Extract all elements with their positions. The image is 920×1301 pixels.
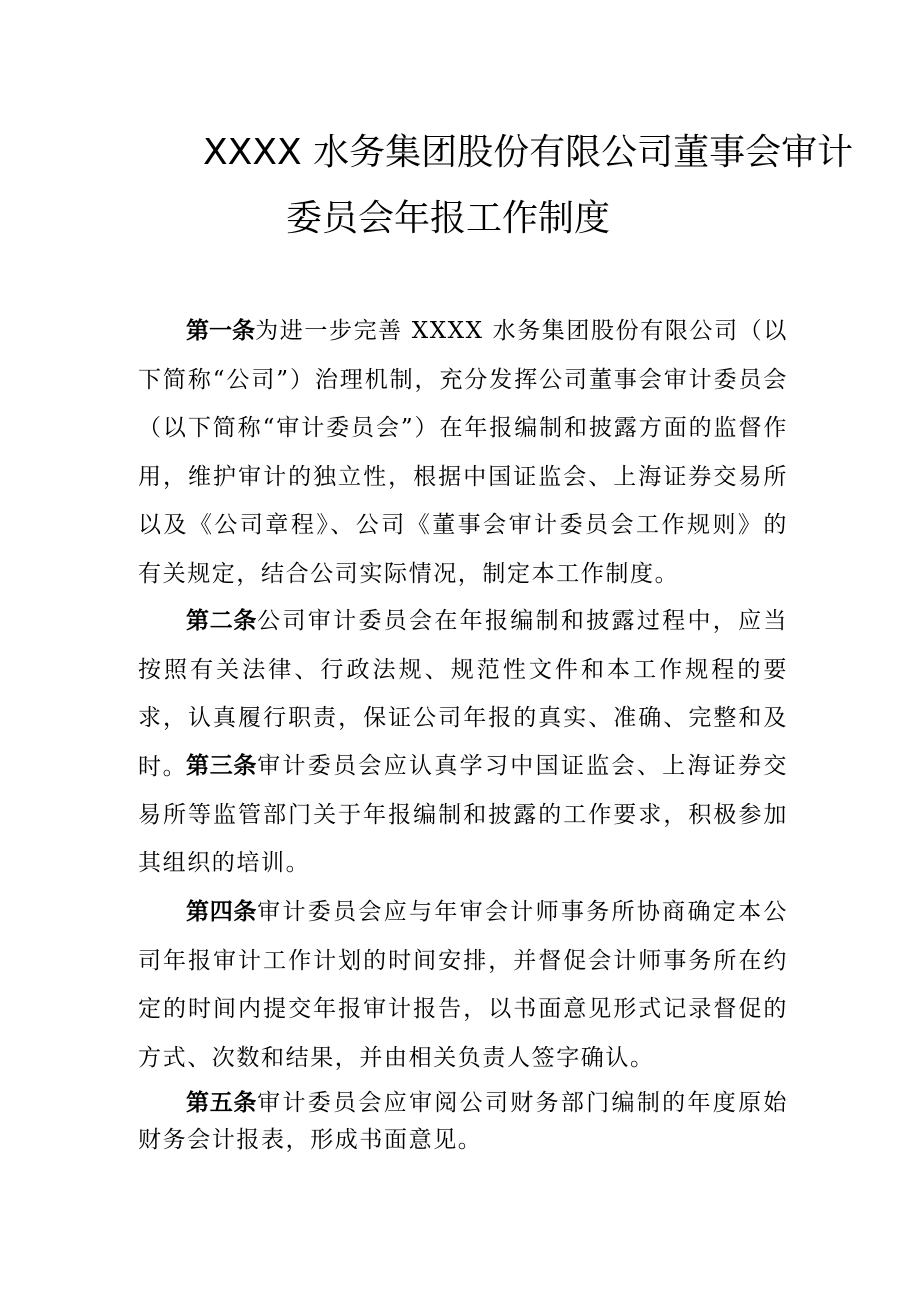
article-1-heading: 第一条 — [186, 318, 256, 344]
article-1 — [138, 307, 788, 599]
article-4 — [138, 888, 788, 1082]
article-5-heading: 第五条 — [186, 1090, 258, 1116]
document-title-line-1: XXXX 水务集团股份有限公司董事会审计 — [203, 132, 854, 173]
article-3-heading: 第三条 — [186, 753, 258, 779]
article-5-text: 审计委员会应审阅公司财务部门编制的年度原始财务会计报表，形成书面意见。 — [138, 1090, 788, 1153]
article-3-text: 审计委员会应认真学习中国证监会、上海证券交易所等监管部门关于年报编制和披露的工作要求，积极参加其组织的培训。 — [138, 753, 788, 877]
article-4-heading: 第四条 — [186, 899, 258, 925]
article-1-text: 为进一步完善 XXXX 水务集团股份有限公司（以下简称“公司”）治理机制，充分发挥公司董事会审计委员会（以下简称“审计委员会”）在年报编制和披露方面的监督作用，维护审计的独立性，根据中国证监会、上海证券交易所以及《公司章程》、公司《董事会审计委员会工作规则》的有关规定，结合公司实际情况，制定本工作制度。 — [138, 318, 789, 587]
document-title-line-2: 委员会年报工作制度 — [286, 198, 611, 239]
article-4-text: 审计委员会应与年审会计师事务所协商确定本公司年报审计工作计划的时间安排，并督促会计师事务所在约定的时间内提交年报审计报告，以书面意见形式记录督促的方式、次数和结果，并由相关负责人签字确认。 — [138, 899, 788, 1071]
article-2-heading: 第二条 — [186, 608, 258, 634]
article-2-text: 公司审计委员会在年报编制和披露过程中，应当按照有关法律、行政法规、规范性文件和本工作规程的要求，认真履行职责，保证公司年报的真实、准确、完整和及时。 — [138, 608, 788, 780]
article-3 — [138, 742, 788, 888]
article-5 — [138, 1085, 788, 1159]
